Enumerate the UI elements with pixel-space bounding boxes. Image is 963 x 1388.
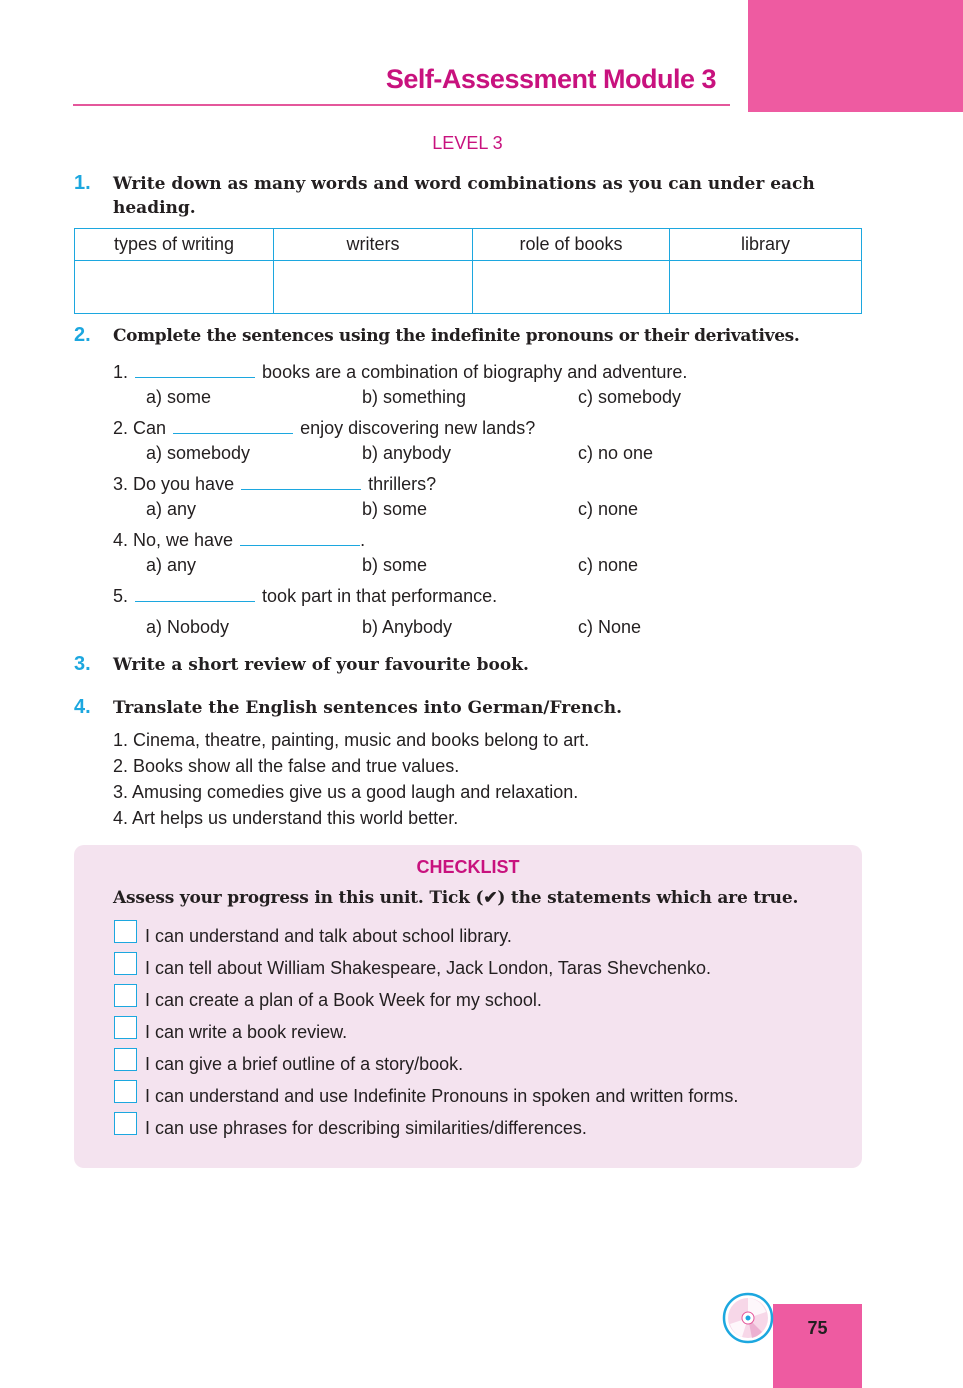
checklist-item-6: I can understand and use Indefinite Pronouns in spoken and written forms.: [145, 1086, 739, 1106]
sentence-4-option-b[interactable]: b) some: [362, 555, 428, 575]
task-1-instruction-line2: heading.: [113, 198, 196, 218]
checklist-checkbox-2[interactable]: [114, 952, 137, 975]
checklist-checkbox-4[interactable]: [114, 1016, 137, 1039]
page-title: Self-Assessment Module 3: [385, 64, 716, 94]
sentence-4-before: 4. No, we have: [113, 530, 234, 550]
task-3-number: 3.: [74, 653, 91, 675]
task-1-instruction-line1: Write down as many words and word combinations as you can under each: [113, 174, 815, 194]
sentence-2-after: enjoy discovering new lands?: [300, 418, 536, 438]
sentence-1-before: 1.: [113, 362, 129, 382]
sentence-3-blank[interactable]: [241, 489, 361, 490]
task-4-instruction: Translate the English sentences into German/French.: [113, 698, 623, 718]
sentence-5-blank[interactable]: [135, 601, 255, 602]
translate-sentence-3: 3. Amusing comedies give us a good laugh and relaxation.: [113, 782, 579, 802]
sentence-5-before: 5.: [113, 586, 129, 606]
title-rule: [73, 104, 730, 106]
table-cell-role-of-books[interactable]: [473, 261, 670, 314]
checklist-item-5: I can give a brief outline of a story/book.: [145, 1054, 464, 1074]
sentence-2-option-a[interactable]: a) somebody: [146, 443, 251, 463]
checklist-item-4: I can write a book review.: [145, 1022, 348, 1042]
sentence-5-option-b[interactable]: b) Anybody: [362, 617, 453, 637]
sentence-5: [113, 585, 497, 607]
sentence-3-before: 3. Do you have: [113, 474, 235, 494]
task-2-instruction: Complete the sentences using the indefinite pronouns or their derivatives.: [113, 326, 800, 346]
task-1-number: 1.: [74, 172, 91, 194]
column-header-writers: writers: [274, 229, 473, 261]
checklist-item-2: I can tell about William Shakespeare, Jack London, Taras Shevchenko.: [145, 958, 711, 978]
column-header-types-of-writing: types of writing: [75, 229, 274, 261]
level-heading: LEVEL 3: [432, 133, 503, 153]
sentence-4: [113, 529, 365, 551]
sentence-2-option-c[interactable]: c) no one: [578, 443, 654, 463]
sentence-1-option-b[interactable]: b) something: [362, 387, 467, 407]
sentence-4-option-c[interactable]: c) none: [578, 555, 639, 575]
column-header-library: library: [670, 229, 862, 261]
checklist-title: CHECKLIST: [416, 857, 520, 877]
task-4-number: 4.: [74, 696, 91, 718]
sentence-5-option-c[interactable]: c) None: [578, 617, 642, 637]
checklist-checkbox-7[interactable]: [114, 1112, 137, 1135]
sentence-4-option-a[interactable]: a) any: [146, 555, 197, 575]
sentence-5-after: took part in that performance.: [262, 586, 498, 606]
table-cell-library[interactable]: [670, 261, 862, 314]
checklist-item-7: I can use phrases for describing similarities/differences.: [145, 1118, 587, 1138]
table-cell-writers[interactable]: [274, 261, 473, 314]
task-2-number: 2.: [74, 324, 91, 346]
task-1-instruction: [113, 172, 873, 220]
checklist-checkbox-6[interactable]: [114, 1080, 137, 1103]
sentence-1: [113, 361, 687, 383]
corner-decoration: [748, 0, 963, 112]
sentence-3: [113, 473, 436, 495]
sentence-3-option-b[interactable]: b) some: [362, 499, 428, 519]
table-cell-types-of-writing[interactable]: [75, 261, 274, 314]
checklist-item-1: I can understand and talk about school library.: [145, 926, 512, 946]
sentence-1-after: books are a combination of biography and adventure.: [262, 362, 688, 382]
column-header-role-of-books: role of books: [473, 229, 670, 261]
sentence-2-option-b[interactable]: b) anybody: [362, 443, 452, 463]
translate-sentence-4: 4. Art helps us understand this world better.: [113, 808, 459, 828]
sentence-3-option-a[interactable]: a) any: [146, 499, 197, 519]
checklist-checkbox-5[interactable]: [114, 1048, 137, 1071]
sentence-2-blank[interactable]: [173, 433, 293, 434]
translate-sentence-2: 2. Books show all the false and true values.: [113, 756, 460, 776]
task-3-instruction: Write a short review of your favourite book.: [113, 655, 529, 675]
sentence-2: [113, 417, 535, 439]
sentence-3-after: thrillers?: [368, 474, 437, 494]
page-number: 75: [807, 1318, 828, 1338]
sentence-1-option-c[interactable]: c) somebody: [578, 387, 682, 407]
sentence-3-option-c[interactable]: c) none: [578, 499, 639, 519]
sentence-5-option-a[interactable]: a) Nobody: [146, 617, 230, 637]
checklist-instruction: Assess your progress in this unit. Tick (✔) the statements which are true.: [113, 888, 799, 908]
cd-disc-icon[interactable]: [722, 1292, 774, 1344]
sentence-4-after: .: [360, 530, 366, 550]
checklist-checkbox-1[interactable]: [114, 920, 137, 943]
sentence-2-before: 2. Can: [113, 418, 167, 438]
word-table: [74, 228, 862, 314]
sentence-1-option-a[interactable]: a) some: [146, 387, 212, 407]
checklist-item-3: I can create a plan of a Book Week for my school.: [145, 990, 542, 1010]
sentence-1-blank[interactable]: [135, 377, 255, 378]
translate-sentence-1: 1. Cinema, theatre, painting, music and books belong to art.: [113, 730, 590, 750]
page-number-block: [773, 1304, 862, 1388]
sentence-4-blank[interactable]: [240, 545, 360, 546]
checklist-checkbox-3[interactable]: [114, 984, 137, 1007]
